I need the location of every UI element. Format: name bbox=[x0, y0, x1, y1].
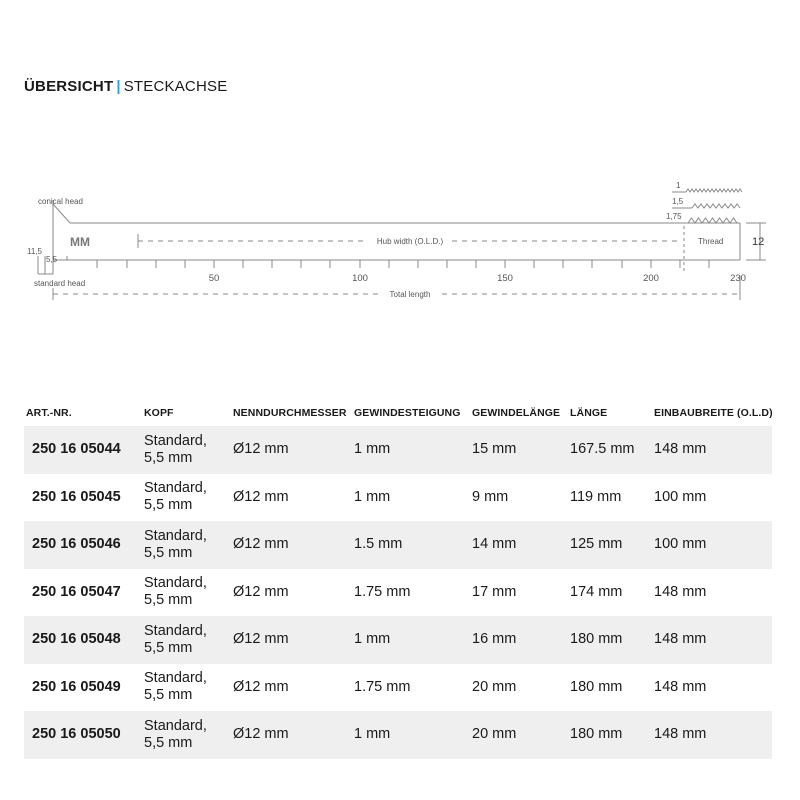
cell-kopf-line1: Standard, bbox=[144, 480, 207, 497]
cell-length: 180 mm bbox=[570, 616, 654, 664]
label-mm: MM bbox=[70, 235, 90, 249]
cell-kopf-line2: 5,5 mm bbox=[144, 544, 193, 561]
col-old: EINBAUBREITE (O.L.D) bbox=[654, 407, 773, 419]
cell-kopf-line2: 5,5 mm bbox=[144, 734, 193, 751]
table-header-row bbox=[24, 400, 772, 426]
cell-kopf-line2: 5,5 mm bbox=[144, 687, 193, 704]
cell-diameter: Ø12 mm bbox=[233, 711, 354, 759]
cell-kopf-line2: 5,5 mm bbox=[144, 639, 193, 656]
scale-label-50: 50 bbox=[208, 273, 220, 284]
title-separator: | bbox=[116, 78, 121, 95]
axle-outline bbox=[53, 200, 740, 223]
dim-12: 12 bbox=[752, 236, 765, 248]
cell-thread-length: 15 mm bbox=[472, 426, 570, 474]
dim-11-5: 11,5 bbox=[27, 247, 42, 256]
label-standard-head: standard head bbox=[34, 279, 86, 288]
scale-label-150: 150 bbox=[497, 273, 513, 284]
scale-label-230: 230 bbox=[730, 273, 746, 284]
cell-kopf-line2: 5,5 mm bbox=[144, 497, 193, 514]
pitch-1-75: 1,75 bbox=[666, 212, 682, 221]
table-row bbox=[24, 569, 772, 617]
table-row bbox=[24, 711, 772, 759]
cell-kopf-line1: Standard, bbox=[144, 622, 207, 639]
cell-thread-length: 14 mm bbox=[472, 521, 570, 569]
cell-old: 148 mm bbox=[654, 616, 772, 664]
cell-length: 180 mm bbox=[570, 678, 623, 695]
pitch-1: 1 bbox=[676, 181, 681, 190]
cell-length: 174 mm bbox=[570, 583, 623, 600]
cell-art: 250 16 05049 bbox=[32, 678, 121, 695]
table-row bbox=[24, 521, 772, 569]
cell-thread-length: 20 mm bbox=[472, 711, 570, 759]
cell-pitch: 1 mm bbox=[354, 616, 472, 664]
label-thread: Thread bbox=[698, 237, 724, 246]
cell-art: 250 16 05046 bbox=[24, 521, 144, 569]
cell-pitch: 1.75 mm bbox=[354, 678, 411, 695]
cell-diameter: Ø12 mm bbox=[233, 616, 354, 664]
cell-thread-length: 20 mm bbox=[472, 678, 517, 695]
cell-art: 250 16 05050 bbox=[24, 711, 144, 759]
cell-kopf bbox=[144, 616, 233, 664]
page-title bbox=[24, 78, 227, 95]
cell-old: 148 mm bbox=[654, 711, 772, 759]
cell-art: 250 16 05044 bbox=[24, 426, 144, 474]
cell-length: 119 mm bbox=[570, 488, 622, 505]
label-hub-width: Hub width (O.L.D.) bbox=[376, 237, 444, 246]
cell-art: 250 16 05045 bbox=[32, 488, 121, 505]
cell-pitch: 1 mm bbox=[354, 711, 472, 759]
col-diameter: NENNDURCHMESSER bbox=[233, 407, 347, 419]
cell-kopf-line1: Standard, bbox=[144, 527, 207, 544]
axle-diagram bbox=[0, 170, 800, 320]
cell-thread-length: 16 mm bbox=[472, 616, 570, 664]
cell-art: 250 16 05047 bbox=[32, 583, 121, 600]
scale-label-200: 200 bbox=[643, 273, 659, 284]
thread-pitch-samples bbox=[672, 189, 742, 223]
title-rest: STECKACHSE bbox=[123, 78, 228, 95]
cell-old: 100 mm bbox=[654, 488, 707, 505]
cell-kopf-line1: Standard, bbox=[144, 575, 207, 592]
cell-kopf-line2: 5,5 mm bbox=[144, 449, 193, 466]
scale-label-100: 100 bbox=[352, 273, 368, 284]
dim-5-5: 5,5 bbox=[46, 255, 58, 264]
cell-kopf-line2: 5,5 mm bbox=[144, 592, 193, 609]
cell-old: 148 mm bbox=[654, 426, 772, 474]
table-row bbox=[24, 616, 772, 664]
cell-kopf bbox=[144, 474, 233, 522]
cell-kopf bbox=[144, 664, 233, 712]
cell-pitch: 1 mm bbox=[354, 426, 472, 474]
col-kopf: KOPF bbox=[144, 407, 174, 419]
cell-length: 180 mm bbox=[570, 711, 654, 759]
cell-diameter: Ø12 mm bbox=[233, 488, 289, 505]
col-pitch: GEWINDESTEIGUNG bbox=[354, 407, 461, 419]
table-row bbox=[24, 664, 772, 712]
cell-diameter: Ø12 mm bbox=[233, 583, 289, 600]
table-row bbox=[24, 474, 772, 522]
cell-pitch: 1.5 mm bbox=[354, 521, 472, 569]
col-thread-length: GEWINDELÄNGE bbox=[472, 407, 561, 419]
col-art-nr: ART.-NR. bbox=[26, 407, 72, 419]
cell-old: 148 mm bbox=[654, 678, 707, 695]
cell-length: 125 mm bbox=[570, 521, 654, 569]
cell-art: 250 16 05048 bbox=[24, 616, 144, 664]
table-row bbox=[24, 426, 772, 474]
cell-pitch: 1 mm bbox=[354, 488, 391, 505]
spec-table bbox=[24, 400, 772, 759]
cell-old: 100 mm bbox=[654, 521, 772, 569]
cell-old: 148 mm bbox=[654, 583, 707, 600]
cell-diameter: Ø12 mm bbox=[233, 678, 289, 695]
label-total-length: Total length bbox=[389, 290, 431, 299]
cell-pitch: 1.75 mm bbox=[354, 583, 411, 600]
cell-kopf bbox=[144, 521, 233, 569]
cell-kopf-line1: Standard, bbox=[144, 670, 207, 687]
scale-ticks bbox=[97, 260, 709, 268]
cell-kopf bbox=[144, 569, 233, 617]
label-conical-head: conical head bbox=[38, 197, 83, 206]
cell-thread-length: 17 mm bbox=[472, 583, 517, 600]
cell-kopf bbox=[144, 711, 233, 759]
cell-kopf bbox=[144, 426, 233, 474]
cell-diameter: Ø12 mm bbox=[233, 521, 354, 569]
title-bold: ÜBERSICHT bbox=[24, 78, 114, 95]
cell-length: 167.5 mm bbox=[570, 426, 654, 474]
col-length: LÄNGE bbox=[570, 407, 608, 419]
cell-kopf-line1: Standard, bbox=[144, 717, 207, 734]
cell-kopf-line1: Standard, bbox=[144, 432, 207, 449]
cell-thread-length: 9 mm bbox=[472, 488, 509, 505]
cell-diameter: Ø12 mm bbox=[233, 426, 354, 474]
pitch-1-5: 1,5 bbox=[672, 197, 684, 206]
